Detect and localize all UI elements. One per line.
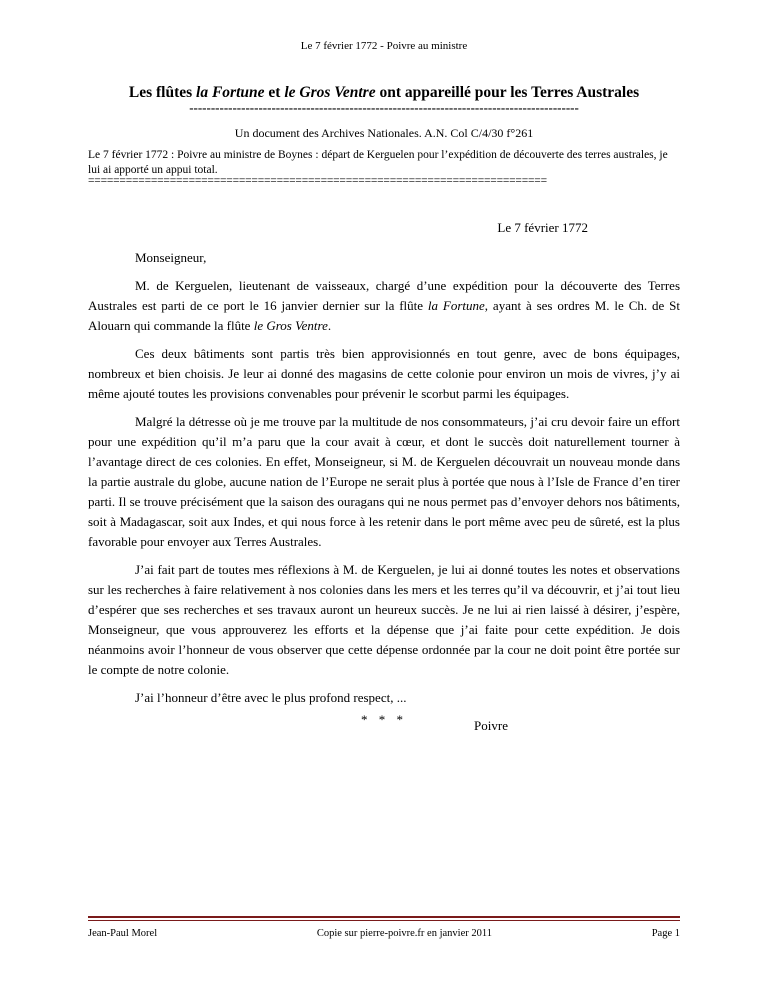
- footer-page-number: Page 1: [651, 928, 680, 939]
- p1-text-c: .: [327, 318, 332, 333]
- footer-author: Jean-Paul Morel: [88, 928, 158, 939]
- footer-copy-note: Copie sur pierre-poivre.fr en janvier 2011: [316, 928, 492, 939]
- title-ship-fortune: la Fortune: [196, 84, 265, 101]
- footer-rule: [88, 916, 680, 918]
- section-separator: * * *: [361, 712, 407, 727]
- running-header: Le 7 février 1772 - Poivre au ministre: [300, 40, 468, 52]
- p1-text-b: , ayant à ses ordres M. le Ch. de St Alouarn qui commande la flûte: [88, 298, 680, 333]
- letter-closing: J’ai l’honneur d’être avec le plus profond respect, ...: [135, 690, 407, 705]
- document-summary: Le 7 février 1772 : Poivre au ministre de Boynes : départ de Kerguelen pour l’expédition de découverte des terres australes, je lui ai apporté un appui total.: [88, 149, 668, 176]
- footer-rule-thin: [88, 920, 680, 921]
- p1-text-a: M. de Kerguelen, lieutenant de vaisseaux, chargé d’une expédition pour la découverte des Terres Australes est parti de ce port le 16 janvier dernier sur la flûte: [88, 278, 680, 313]
- letter-paragraph-4: J’ai fait part de toutes mes réflexions à M. de Kerguelen, je lui ai donné toutes les notes et observations sur les recherches à faire relativement à nos colonies dans les mers et les terres qu’il va découvrir, et j’ai tout lieu d’espérer que ses recherches et ses travaux auront un heureux succès. Je ne lui ai rien laissé à désirer, j’espère, Monseigneur, que vous approuverez les efforts et la dépense que j’ai faite pour cette expédition. Je dois néanmoins avoir l’honneur de vous observer que cette dépense ordonnée par la cour ne doit point être portée sur le compte de notre colonie.: [88, 562, 680, 677]
- title-ship-gros-ventre: le Gros Ventre: [284, 84, 376, 101]
- letter-signature: Poivre: [474, 718, 508, 733]
- letter-date: Le 7 février 1772: [497, 220, 588, 235]
- dashed-divider: ------------------------------------------------------------------------------------------: [189, 100, 579, 115]
- letter-paragraph-2: Ces deux bâtiments sont partis très bien approvisionnés en tout genre, avec de bons équipages, nombreux et bien choisis. Je leur ai donné des magasins de cette colonie pour environ un mois de vivres, j’y ai même ajouté toutes les provisions convenables pour prévenir le scorbut parmi les équipages.: [88, 346, 680, 401]
- title-text-1: Les flûtes: [128, 84, 197, 101]
- letter-salutation: Monseigneur,: [135, 250, 207, 265]
- page-footer: [88, 928, 680, 939]
- letter-paragraph-1: [88, 276, 680, 336]
- double-divider: =========================================================================: [88, 175, 547, 187]
- title-text-2: et: [264, 84, 285, 101]
- letter-body: [88, 218, 680, 736]
- title-text-3: ont appareillé pour les Terres Australes: [375, 84, 640, 101]
- p1-ship-fortune: la Fortune: [427, 298, 485, 313]
- letter-paragraph-3: Malgré la détresse où je me trouve par la multitude de nos consommateurs, j’ai cru devoir faire un effort pour une expédition qu’il m’a paru que la cour avait à cœur, et dont le succès doit naturellement tourner à l’avantage direct de ces colonies. En effet, Monseigneur, si M. de Kerguelen découvrait un nouveau monde dans la partie australe du globe, aucune nation de l’Europe ne serait plus à portée que nous à l’Isle de France d’en tirer parti. Il se trouve précisément que la saison des ouragans qui ne nous permet pas d’envoyer dehors nos bâtiments, soit à Madagascar, soit aux Indes, et qui nous force à les retenir dans le port même avec peu de sûreté, est la plus favorable pour envoyer aux Terres Australes.: [88, 414, 680, 549]
- source-reference: Un document des Archives Nationales. A.N. Col C/4/30 f°261: [234, 126, 534, 140]
- p1-ship-gros-ventre: le Gros Ventre: [253, 318, 328, 333]
